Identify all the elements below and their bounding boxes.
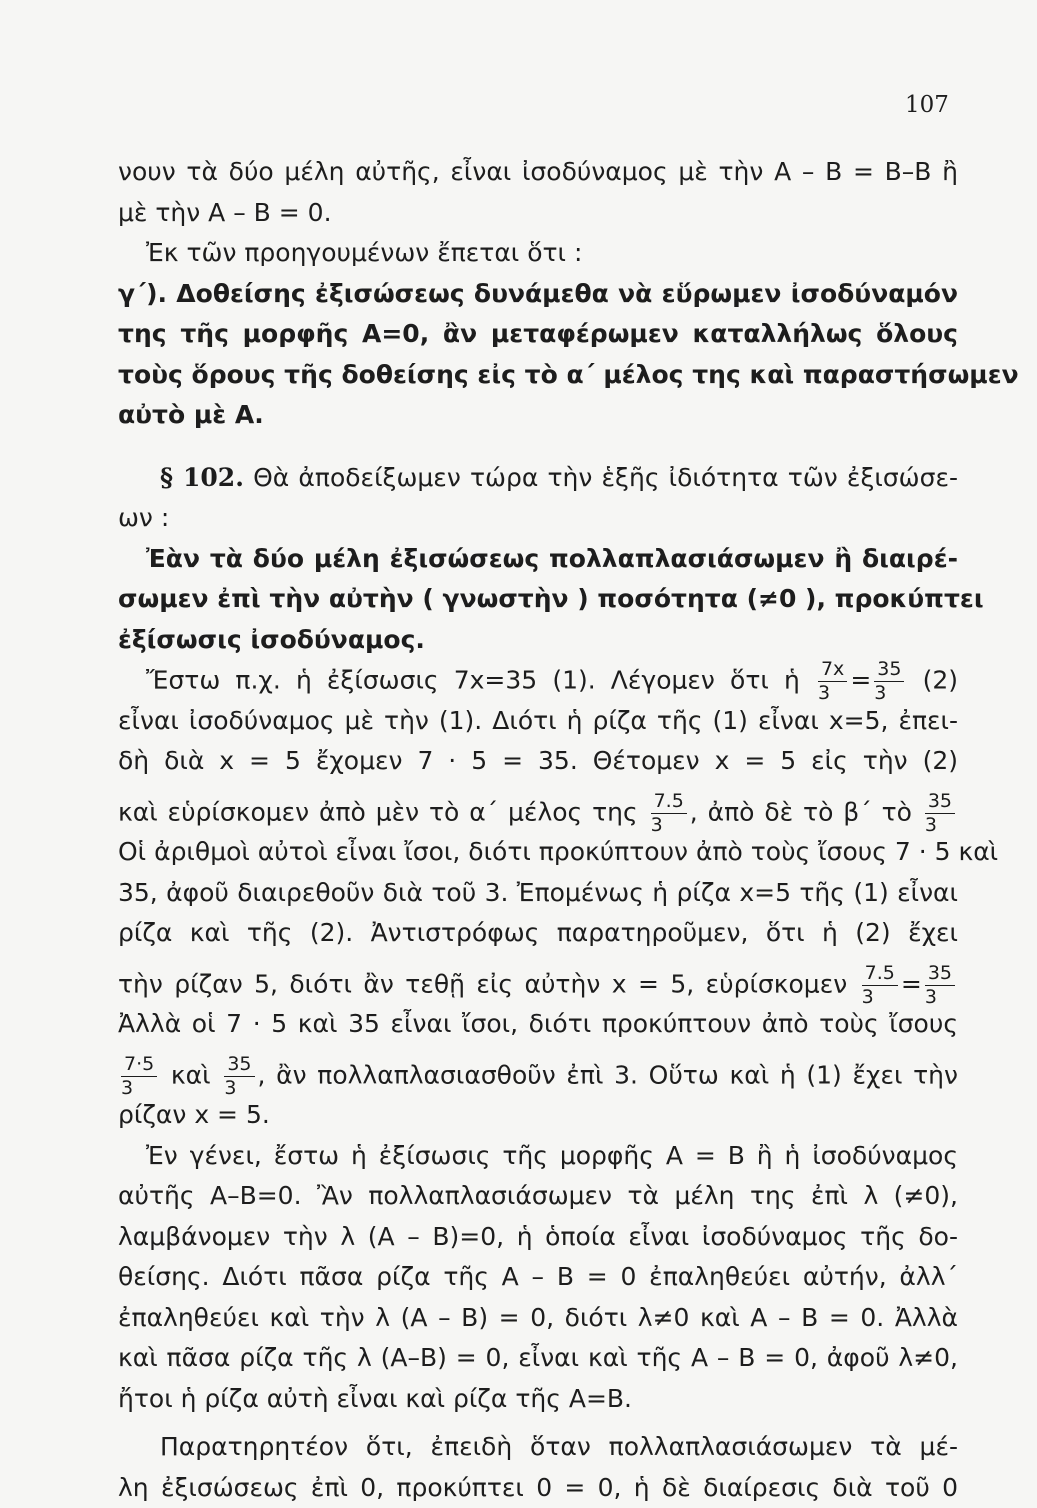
text-line: μὲ τὴν Α – Β = 0.: [118, 193, 958, 234]
text-line: αὐτὸ μὲ Α.: [118, 395, 958, 436]
text-line: Ἐν γένει, ἔστω ἡ ἐξίσωσις τῆς μορφῆς Α = Β ἢ ἡ ἰσοδύναμος: [118, 1136, 958, 1177]
text-line: γ΄). Δοθείσης ἐξισώσεως δυνάμεθα νὰ εὕρωμεν ἰσοδύναμόν: [118, 274, 958, 315]
fraction: $\frac{7.5}{3}$: [862, 964, 898, 1007]
text-line: Παρατηρητέον ὅτι, ἐπειδὴ ὅταν πολλαπλασιάσωμεν τὰ μέ-: [118, 1427, 958, 1468]
text-line: Οἱ ἀριθμοὶ αὐτοὶ εἶναι ἴσοι, διότι προκύπτουν ἀπὸ τοὺς ἴσους 7 · 5 καὶ: [118, 832, 958, 873]
page-number: 107: [905, 92, 949, 118]
fraction: $\frac{35}{3}$: [224, 1055, 254, 1098]
text-line: εἶναι ἰσοδύναμος μὲ τὴν (1). Διότι ἡ ρίζα τῆς (1) εἶναι x=5, ἐπει-: [118, 701, 958, 742]
text-line: λη ἐξισώσεως ἐπὶ 0, προκύπτει 0 = 0, ἡ δὲ διαίρεσις διὰ τοῦ 0: [118, 1468, 958, 1508]
fraction: $\frac{35}{3}$: [925, 964, 955, 1007]
fraction: $\frac{7x}{3}$: [818, 660, 847, 703]
section-text: Θὰ ἀποδείξωμεν τώρα τὴν ἑξῆς ἰδιότητα τῶν ἐξισώσε-: [253, 463, 958, 492]
text-line: ἐπαληθεύει καὶ τὴν λ (Α – Β) = 0, διότι λ≠0 καὶ Α – Β = 0. Ἀλλὰ: [118, 1298, 958, 1339]
text-line: ρίζαν x = 5.: [118, 1095, 958, 1136]
text-line: ἤτοι ἡ ρίζα αὐτὴ εἶναι καὶ ρίζα τῆς Α=Β.: [118, 1379, 958, 1420]
equation-line: καὶ εὑρίσκομεν ἀπὸ μὲν τὸ α΄ μέλος της $\frac{7.5}{3}$ , ἀπὸ δὲ τὸ β΄ τὸ $\frac{35}{3}$: [118, 792, 958, 833]
fraction: $\frac{35}{3}$: [925, 792, 955, 835]
section-line: [118, 458, 958, 499]
text-line: τοὺς ὅρους τῆς δοθείσης εἰς τὸ α΄ μέλος της καὶ παραστήσωμεν: [118, 355, 958, 396]
text-line: δὴ διὰ x = 5 ἔχομεν 7 · 5 = 35. Θέτομεν x = 5 εἰς τὴν (2): [118, 741, 958, 782]
equation-line: τὴν ρίζαν 5, διότι ἂν τεθῇ εἰς αὐτὴν x = 5, εὑρίσκομεν $\frac{7.5}{3}$ = $\frac{35}{3}$: [118, 964, 958, 1005]
text-line: νουν τὰ δύο μέλη αὐτῆς, εἶναι ἰσοδύναμος μὲ τὴν Α – Β = Β–Β ἢ: [118, 152, 958, 193]
section-number: § 102.: [160, 463, 244, 492]
text-line: λαμβάνομεν τὴν λ (Α – Β)=0, ἡ ὁποία εἶναι ἰσοδύναμος τῆς δο-: [118, 1217, 958, 1258]
text-body: [118, 152, 958, 1508]
text-line: Ἐκ τῶν προηγουμένων ἔπεται ὅτι :: [118, 233, 958, 274]
fraction: $\frac{7\cdot 5}{3}$: [121, 1055, 157, 1098]
text-line: θείσης. Διότι πᾶσα ρίζα τῆς Α – Β = 0 ἐπαληθεύει αὐτήν, ἀλλ΄: [118, 1257, 958, 1298]
text-line: καὶ πᾶσα ρίζα τῆς λ (Α–Β) = 0, εἶναι καὶ τῆς Α – Β = 0, ἀφοῦ λ≠0,: [118, 1338, 958, 1379]
fraction: $\frac{35}{3}$: [874, 660, 904, 703]
text-line: 35, ἀφοῦ διαιρεθοῦν διὰ τοῦ 3. Ἐπομένως ἡ ρίζα x=5 τῆς (1) εἶναι: [118, 873, 958, 914]
text-line: της τῆς μορφῆς Α=0, ἂν μεταφέρωμεν καταλλήλως ὅλους: [118, 314, 958, 355]
text-line: ρίζα καὶ τῆς (2). Ἀντιστρόφως παρατηροῦμεν, ὅτι ἡ (2) ἔχει: [118, 913, 958, 954]
text-line: αὐτῆς Α–Β=0. Ἂν πολλαπλασιάσωμεν τὰ μέλη της ἐπὶ λ (≠0),: [118, 1176, 958, 1217]
theorem-line: ἐξίσωσις ἰσοδύναμος.: [118, 620, 958, 661]
equation-line: $\frac{7\cdot 5}{3}$ καὶ $\frac{35}{3}$ , ἂν πολλαπλασιασθοῦν ἐπὶ 3. Οὕτω καὶ ἡ (1) ἔχει τὴν: [118, 1055, 958, 1096]
theorem-line: Ἐὰν τὰ δύο μέλη ἐξισώσεως πολλαπλασιάσωμεν ἢ διαιρέ-: [118, 539, 958, 580]
fraction: $\frac{7.5}{3}$: [651, 792, 687, 835]
text-line: Ἀλλὰ οἱ 7 · 5 καὶ 35 εἶναι ἴσοι, διότι προκύπτουν ἀπὸ τοὺς ἴσους: [118, 1004, 958, 1045]
equation-line: Ἔστω π.χ. ἡ ἐξίσωσις 7x=35 (1). Λέγομεν ὅτι ἡ $\frac{7x}{3}$ = $\frac{35}{3}$ (2): [118, 660, 958, 701]
theorem-line: σωμεν ἐπὶ τὴν αὐτὴν ( γνωστὴν ) ποσότητα (≠0 ), προκύπτει: [118, 579, 958, 620]
text-line: ων :: [118, 498, 958, 539]
